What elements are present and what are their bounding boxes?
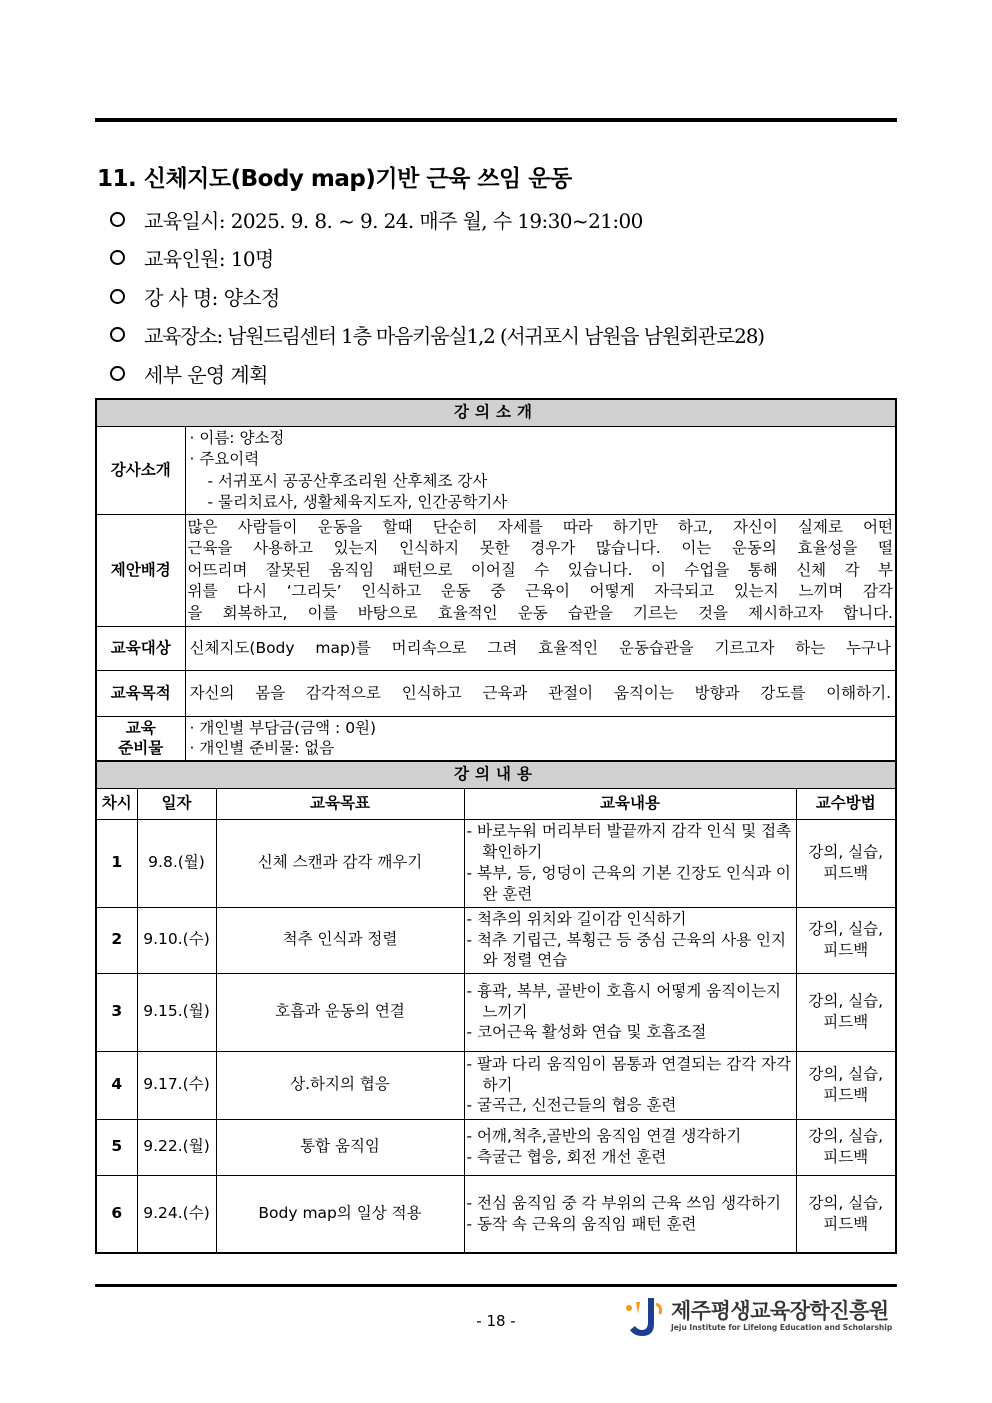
top-rule [95,118,897,122]
session-objective: Body map의 일상 적용 [216,1175,464,1253]
org-name-english: Jeju Institute for Lifelong Education and Scholarship [671,1323,893,1332]
logo-mark-icon [624,1294,664,1340]
method-line: 피드백 [823,864,869,882]
instructor-info: · 이름: 양소정 · 주요이력 - 서귀포시 공공산후조리원 산후체조 강사 - 물리치료사, 생활체육지도자, 인간공학기사 [185,427,896,515]
org-name-korean: 제주평생교육장학진흥원 [671,1299,889,1323]
content-table [95,760,897,1255]
bullet-plan: 세부 운영 계획 [108,354,908,393]
session-content [464,819,796,907]
content-item: - 흉곽, 복부, 골반이 호흡시 어떻게 움직이는지 느끼기 [466,981,782,1021]
col-method: 교수방법 [796,788,896,819]
col-session: 차시 [96,788,137,819]
supplies-label: 교육 준비물 [96,717,185,761]
section-title: 11. 신체지도(Body map)기반 근육 쓰임 운동 [97,166,572,192]
schedule-row [96,819,896,907]
goal-label: 교육목적 [96,671,185,717]
session-content [464,973,796,1051]
session-date: 9.10.(수) [137,907,216,973]
method-line: 피드백 [823,1013,869,1031]
schedule-row [96,973,896,1051]
intro-section-header: 강의소개 [96,399,896,427]
bullet-capacity: 교육인원: 10명 [108,239,908,278]
method-line: 피드백 [823,1148,869,1166]
session-number: 1 [96,819,137,907]
instructor-label: 강사소개 [96,427,185,515]
session-date: 9.15.(월) [137,973,216,1051]
session-content [464,907,796,973]
circle-bullet-icon [110,289,125,304]
session-content [464,1119,796,1175]
session-objective: 척추 인식과 정렬 [216,907,464,973]
circle-bullet-icon [110,366,125,381]
method-line: 강의, 실습, [808,843,884,862]
target-label: 교육대상 [96,627,185,671]
content-item: - 척추의 위치와 길이감 인식하기 [466,909,687,928]
method-line: 강의, 실습, [808,1127,884,1146]
schedule-row [96,1119,896,1175]
content-item: - 복부, 등, 엉덩이 근육의 기본 긴장도 인식과 이완 훈련 [466,864,791,903]
col-date: 일자 [137,788,216,819]
method-line: 강의, 실습, [808,920,884,939]
session-date: 9.8.(월) [137,819,216,907]
bottom-rule [95,1284,897,1287]
content-section-header: 강의내용 [96,761,896,789]
org-logo [624,1292,904,1342]
session-method [796,1051,896,1119]
schedule-row [96,1175,896,1253]
content-item: - 바로누워 머리부터 발끝까지 감각 인식 및 접촉 확인하기 [466,822,792,862]
content-item: - 동작 속 근육의 움직임 패턴 훈련 [466,1214,697,1233]
goal-text: 자신의 몸을 감각적으로 인식하고 근육과 관절이 움직이는 방향과 강도를 이해하기. [185,671,896,717]
background-label: 제안배경 [96,515,185,627]
bullet-schedule: 교육일시: 2025. 9. 8. ~ 9. 24. 매주 월, 수 19:30~21:00 [108,200,908,239]
schedule-row [96,1051,896,1119]
session-method [796,819,896,907]
session-number: 2 [96,907,137,973]
method-line: 피드백 [823,1086,869,1104]
content-item: - 코어근육 활성화 연습 및 호흡조절 [466,1023,707,1042]
method-line: 피드백 [823,1214,869,1233]
session-content [464,1175,796,1253]
intro-table [95,398,897,762]
method-line: 강의, 실습, [808,1065,884,1084]
col-content: 교육내용 [464,788,796,819]
content-item: - 측굴근 협응, 회전 개선 훈련 [466,1148,667,1166]
session-date: 9.17.(수) [137,1051,216,1119]
circle-bullet-icon [110,327,125,342]
bullet-instructor: 강 사 명: 양소정 [108,277,908,316]
content-item: - 전심 움직임 중 각 부위의 근육 쓰임 생각하기 [466,1193,782,1212]
method-line: 강의, 실습, [808,1193,884,1212]
circle-bullet-icon [110,212,125,227]
content-item: - 척추 기립근, 복횡근 등 중심 근육의 사용 인지와 정렬 연습 [466,930,786,970]
session-objective: 통합 움직임 [216,1119,464,1175]
method-line: 피드백 [823,941,869,959]
page-number: - 18 - [476,1312,516,1330]
session-objective: 신체 스캔과 감각 깨우기 [216,819,464,907]
supplies-text: · 개인별 부담금(금액 : 0원) · 개인별 준비물: 없음 [185,717,896,761]
session-method [796,1175,896,1253]
session-objective: 상.하지의 협응 [216,1051,464,1119]
circle-bullet-icon [110,250,125,265]
content-item: - 어깨,척추,골반의 움직임 연결 생각하기 [466,1127,742,1146]
content-item: - 굴곡근, 신전근들의 협응 훈련 [466,1096,677,1115]
session-date: 9.24.(수) [137,1175,216,1253]
session-number: 5 [96,1119,137,1175]
session-number: 4 [96,1051,137,1119]
session-date: 9.22.(월) [137,1119,216,1175]
content-item: - 팔과 다리 움직임이 몸통과 연결되는 감각 자각하기 [466,1054,792,1094]
col-objective: 교육목표 [216,788,464,819]
session-objective: 호흡과 운동의 연결 [216,973,464,1051]
target-text: 신체지도(Body map)를 머리속으로 그려 효율적인 운동습관을 기르고자 하는 누구나 [185,627,896,671]
session-method [796,1119,896,1175]
bullet-location: 교육장소: 남원드림센터 1층 마음키움실1,2 (서귀포시 남원읍 남원회관로28) [108,316,908,355]
session-number: 6 [96,1175,137,1253]
session-method [796,973,896,1051]
session-method [796,907,896,973]
bullet-list [108,200,908,393]
schedule-row [96,907,896,973]
session-number: 3 [96,973,137,1051]
session-content [464,1051,796,1119]
background-text: 많은 사람들이 운동을 할때 단순히 자세를 따라 하기만 하고, 자신이 실제로 어떤 근육을 사용하고 있는지 인식하지 못한 경우가 많습니다. 이는 운동의 효율성을 떨 어뜨리며 잘못된 움직임 패턴으로 이어질 수 있습니다. 이 수업을 통해 신체 각 부 위를 다시 ‘그리듯’ 인식하고 운동 중 근육이 어떻게 자극되고 있는지 느끼며 감각 을 회복하고, 이를 바탕으로 효율적인 운동 습관을 기르는 것을 제시하고자 합니다. [185,515,896,627]
method-line: 강의, 실습, [808,992,884,1011]
